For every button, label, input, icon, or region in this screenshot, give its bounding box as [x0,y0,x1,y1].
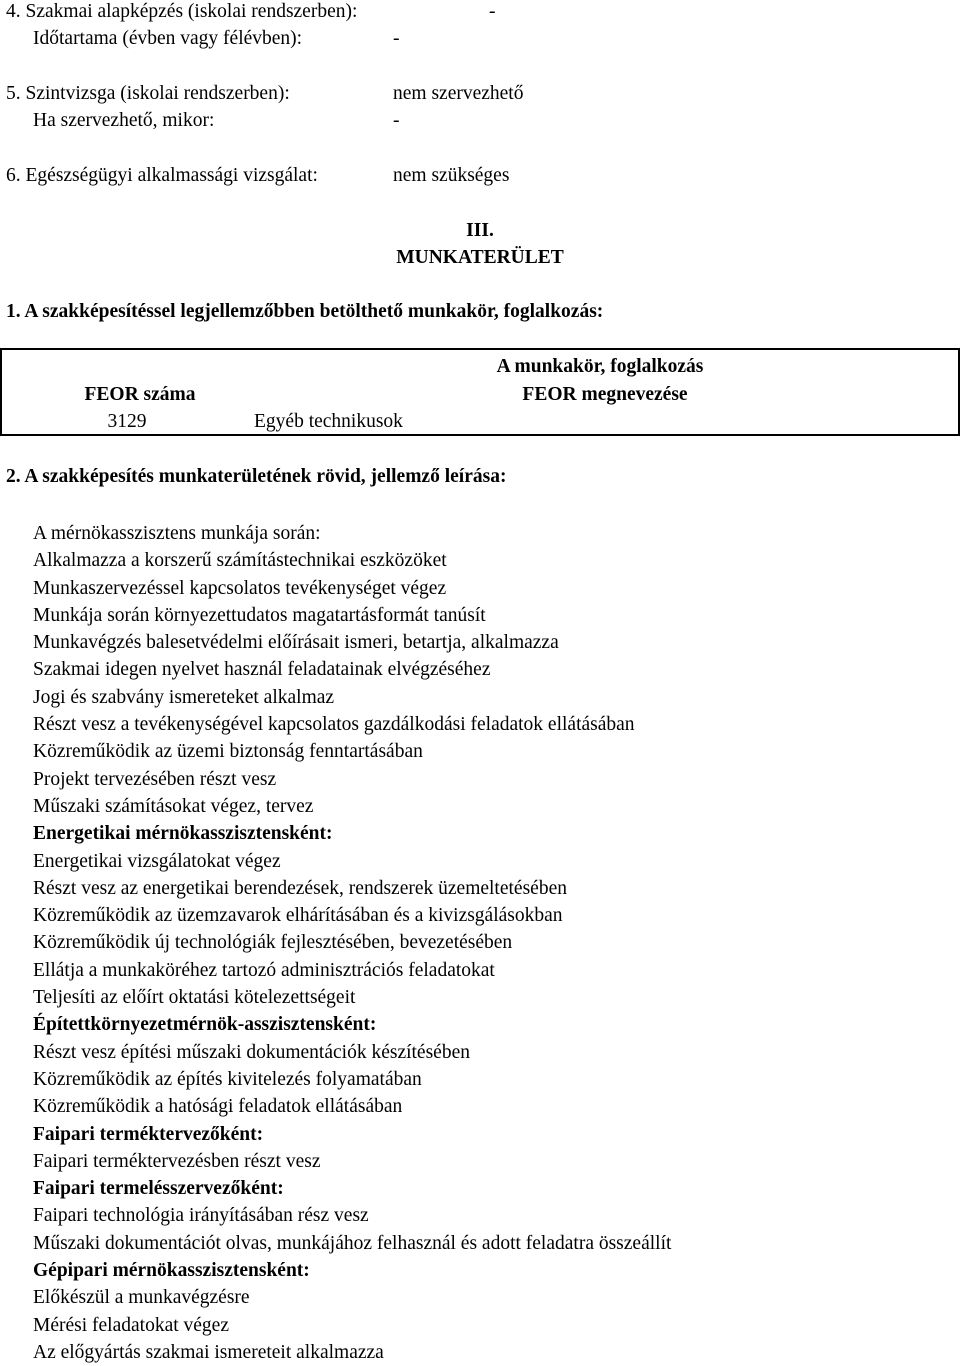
description-line: Alkalmazza a korszerű számítástechnikai eszközöket [33,550,447,572]
table-cell-name: Egyéb technikusok [254,411,403,432]
description-line: Az előgyártás szakmai ismereteit alkalmazza [33,1341,384,1363]
description-line: Munkája során környezettudatos magatartásformát tanúsít [33,604,486,626]
sec5-value-2: - [393,110,400,131]
sec4-label-1: 4. Szakmai alapképzés (iskolai rendszerben): [6,1,358,22]
description-line: Részt vesz építési műszaki dokumentációk készítésében [33,1041,470,1063]
description-subheading: Gépipari mérnökasszisztensként: [33,1260,310,1282]
table-header: A munkakör, foglalkozás [496,356,704,377]
chapter-number: III. [466,220,494,241]
description-line: Mérési feladatokat végez [33,1314,229,1336]
description-line: Teljesíti az előírt oktatási kötelezettségeit [33,987,356,1009]
item2-heading: 2. A szakképesítés munkaterületének rövid, jellemző leírása: [6,466,507,487]
description-line: Ellátja a munkaköréhez tartozó adminisztrációs feladatokat [33,959,495,981]
description-subheading: Faipari terméktervezőként: [33,1123,264,1145]
sec4-value-1: - [489,1,496,22]
description-line: Közreműködik a hatósági feladatok ellátásában [33,1096,403,1118]
sec4-label-2: Időtartama (évben vagy félévben): [33,28,303,49]
description-line: Faipari technológia irányításában rész vesz [33,1205,369,1227]
sec4-value-2: - [393,28,400,49]
sec5-label-1: 5. Szintvizsga (iskolai rendszerben): [6,83,290,104]
description-subheading: Faipari termelésszervezőként: [33,1178,284,1200]
description-line: Műszaki dokumentációt olvas, munkájához felhasznál és adott feladatra összeállít [33,1232,672,1254]
sec5-label-2: Ha szervezhető, mikor: [33,110,215,131]
description-subheading: Építettkörnyezetmérnök-asszisztensként: [33,1014,377,1036]
description-line: Előkészül a munkavégzésre [33,1287,250,1309]
sec6-label: 6. Egészségügyi alkalmassági vizsgálat: [6,165,318,186]
description-line: Szakmai idegen nyelvet használ feladatainak elvégzéséhez [33,659,491,681]
description-line: Jogi és szabvány ismereteket alkalmaz [33,686,335,708]
description-line: Munkavégzés balesetvédelmi előírásait ismeri, betartja, alkalmazza [33,632,559,654]
sec5-value-1: nem szervezhető [393,83,524,104]
description-line: Energetikai vizsgálatokat végez [33,850,281,872]
description-line: Műszaki számításokat végez, tervez [33,795,314,817]
description-subheading: Energetikai mérnökasszisztensként: [33,823,333,845]
item1-heading: 1. A szakképesítéssel legjellemzőbben betölthető munkakör, foglalkozás: [6,301,604,322]
description-line: Projekt tervezésében részt vesz [33,768,277,790]
table-col2-header: FEOR megnevezése [522,384,688,405]
description-line: Részt vesz a tevékenységével kapcsolatos gazdálkodási feladatok ellátásában [33,714,635,736]
description-line: Faipari terméktervezésben részt vesz [33,1150,321,1172]
table-col1-header: FEOR száma [84,384,196,405]
description-line: Közreműködik az építés kivitelezés folyamatában [33,1068,422,1090]
description-line: Munkaszervezéssel kapcsolatos tevékenységet végez [33,577,447,599]
description-line: Közreműködik új technológiák fejlesztésében, bevezetésében [33,932,513,954]
table-border-bottom [0,434,960,436]
description-line: Közreműködik az üzemi biztonság fenntartásában [33,741,423,763]
table-cell-code: 3129 [107,411,147,432]
description-line: Részt vesz az energetikai berendezések, rendszerek üzemeltetésében [33,877,567,899]
table-border-top [0,348,960,350]
sec6-value: nem szükséges [393,165,510,186]
description-line: Közreműködik az üzemzavarok elhárításában és a kivizsgálásokban [33,905,563,927]
description-line: A mérnökasszisztens munkája során: [33,523,321,544]
description-list [33,520,671,1366]
chapter-title: MUNKATERÜLET [396,247,564,268]
